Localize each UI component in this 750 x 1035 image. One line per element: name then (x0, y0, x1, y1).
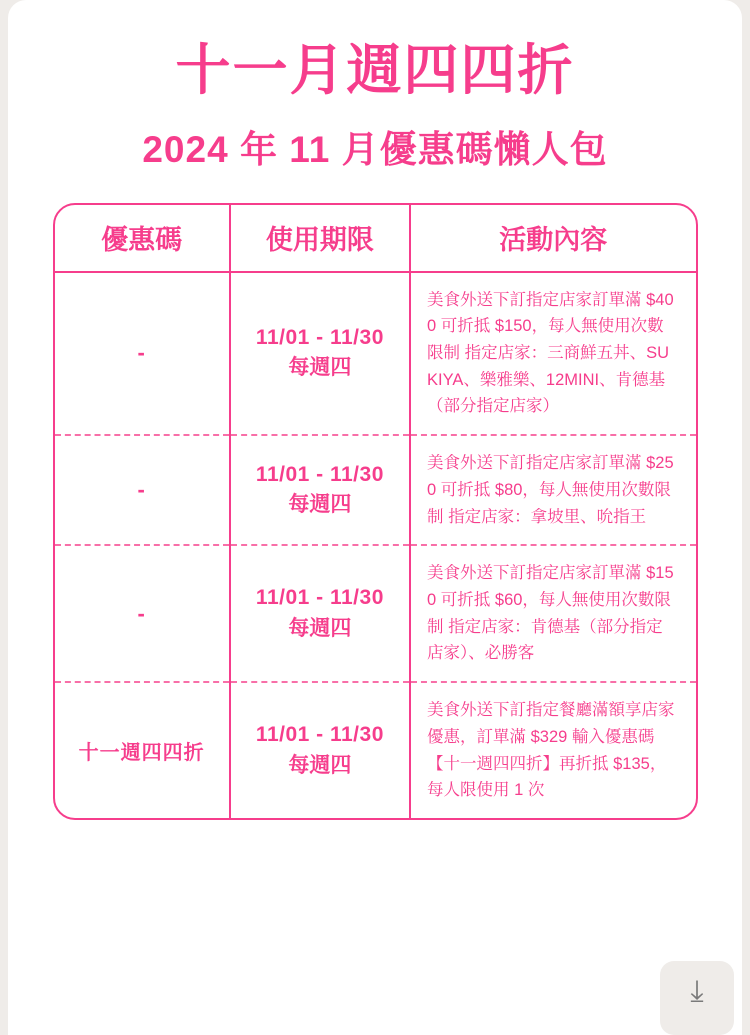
cell-code: - (55, 435, 230, 545)
cell-detail: 美食外送下訂指定餐廳滿額享店家優惠，訂單滿 $329 輸入優惠碼【十一週四四折】再折抵 $135，每人限使用 1 次 (410, 682, 695, 818)
cell-code: - (55, 545, 230, 682)
download-icon: ⤓ (690, 975, 704, 1008)
period-range: 11/01 - 11/30 (255, 325, 384, 349)
table-row (55, 682, 696, 818)
column-header-period: 使用期限 (230, 205, 410, 272)
table-row (55, 272, 696, 436)
period-range: 11/01 - 11/30 (255, 723, 384, 747)
period-weekly: 每週四 (288, 493, 352, 517)
cell-detail: 美食外送下訂指定店家訂單滿 $150 可折抵 $60，每人無使用次數限制 指定店家：肯德基（部分指定店家）、必勝客 (410, 545, 695, 682)
table-header-row (55, 205, 696, 272)
header (8, 0, 742, 173)
cell-period (230, 545, 410, 682)
cell-code: - (55, 272, 230, 436)
period-weekly: 每週四 (288, 616, 352, 640)
column-header-code: 優惠碼 (55, 205, 230, 272)
page-title: 十一月週四四折 (175, 39, 575, 101)
cell-period (230, 682, 410, 818)
table-row (55, 545, 696, 682)
cell-code: 十一週四四折 (55, 682, 230, 818)
period-weekly: 每週四 (288, 753, 352, 777)
period-range: 11/01 - 11/30 (255, 462, 384, 486)
cell-detail: 美食外送下訂指定店家訂單滿 $250 可折抵 $80，每人無使用次數限制 指定店家：拿坡里、吮指王 (410, 435, 695, 545)
column-header-detail: 活動內容 (410, 205, 695, 272)
content-page (8, 0, 742, 1035)
download-button[interactable] (660, 961, 734, 1035)
cell-detail: 美食外送下訂指定店家訂單滿 $400 可折抵 $150，每人無使用次數限制 指定店家：三商鮮五丼、SUKIYA、樂雅樂、12MINI、肯德基（部分指定店家） (427, 290, 674, 416)
page-subtitle: 2024 年 11 月優惠碼懶人包 (142, 128, 608, 170)
table-row (55, 435, 696, 545)
cell-period (230, 435, 410, 545)
cell-period (230, 272, 410, 436)
coupon-table (53, 203, 698, 821)
period-range: 11/01 - 11/30 (255, 586, 384, 610)
period-weekly: 每週四 (288, 356, 352, 380)
